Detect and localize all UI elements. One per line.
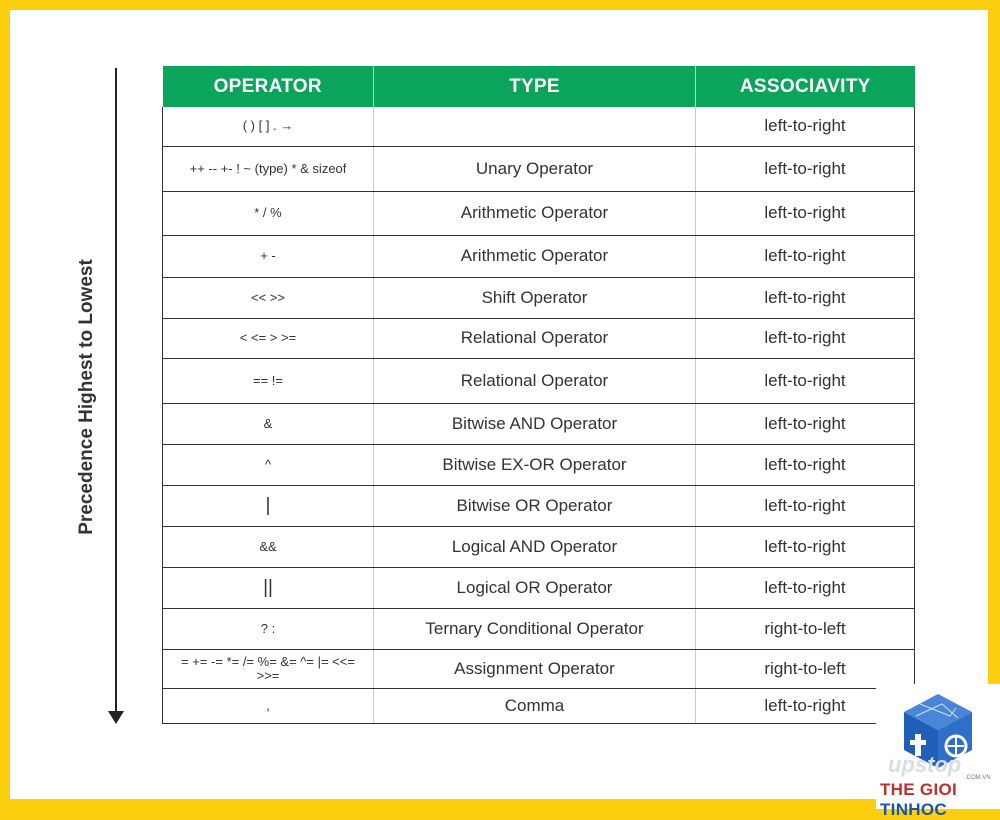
operator-cell: << >>	[163, 277, 374, 318]
table-header-row	[163, 66, 915, 107]
operator-cell: ++ -- +- ! ~ (type) * & sizeof	[163, 146, 374, 191]
table-row	[163, 277, 915, 318]
header-associativity: ASSOCIAVITY	[696, 66, 915, 107]
associativity-cell: left-to-right	[696, 358, 915, 403]
operator-cell: ? :	[163, 608, 374, 649]
table-row	[163, 526, 915, 567]
operator-precedence-table	[162, 66, 915, 724]
operator-cell: |	[163, 485, 374, 526]
type-cell: Bitwise AND Operator	[374, 403, 696, 444]
table-row	[163, 649, 915, 688]
table-row	[163, 688, 915, 723]
operator-cell: == !=	[163, 358, 374, 403]
logo-word-2: TINHOC	[880, 800, 947, 819]
table-row	[163, 358, 915, 403]
operator-cell: * / %	[163, 191, 374, 235]
operator-cell: &&	[163, 526, 374, 567]
type-cell: Unary Operator	[374, 146, 696, 191]
type-cell: Relational Operator	[374, 358, 696, 403]
type-cell: Arithmetic Operator	[374, 235, 696, 277]
type-cell: Comma	[374, 688, 696, 723]
associativity-cell: right-to-left	[696, 608, 915, 649]
associativity-cell: left-to-right	[696, 526, 915, 567]
logo-word-1: THE GIOI	[880, 780, 958, 799]
operator-cell: ^	[163, 444, 374, 485]
precedence-label: Precedence Highest to Lowest	[76, 259, 97, 535]
precedence-arrow-line	[115, 68, 117, 714]
type-cell: Bitwise OR Operator	[374, 485, 696, 526]
type-cell: Logical AND Operator	[374, 526, 696, 567]
type-cell: Ternary Conditional Operator	[374, 608, 696, 649]
type-cell: Bitwise EX-OR Operator	[374, 444, 696, 485]
operator-cell: = += -= *= /= %= &= ^= |= <<= >>=	[163, 649, 374, 688]
associativity-cell: left-to-right	[696, 485, 915, 526]
logo-wordmark	[880, 780, 1000, 820]
type-cell: Shift Operator	[374, 277, 696, 318]
table-row	[163, 403, 915, 444]
type-cell: Assignment Operator	[374, 649, 696, 688]
table-row	[163, 235, 915, 277]
type-cell	[374, 107, 696, 146]
associativity-cell: left-to-right	[696, 277, 915, 318]
table-row	[163, 567, 915, 608]
arrow-down-icon	[108, 711, 124, 724]
operator-cell: &	[163, 403, 374, 444]
table-row	[163, 146, 915, 191]
logo-domain: .COM.VN	[965, 775, 991, 781]
logo-watermark-text: upstop	[888, 752, 962, 777]
table-row	[163, 444, 915, 485]
associativity-cell: left-to-right	[696, 235, 915, 277]
table-row	[163, 191, 915, 235]
header-type: TYPE	[374, 66, 696, 107]
associativity-cell: left-to-right	[696, 688, 915, 723]
table-row	[163, 485, 915, 526]
associativity-cell: left-to-right	[696, 403, 915, 444]
table-row	[163, 608, 915, 649]
operator-cell: < <= > >=	[163, 318, 374, 358]
associativity-cell: left-to-right	[696, 107, 915, 146]
associativity-cell: left-to-right	[696, 318, 915, 358]
associativity-cell: left-to-right	[696, 444, 915, 485]
associativity-cell: left-to-right	[696, 567, 915, 608]
associativity-cell: left-to-right	[696, 146, 915, 191]
type-cell: Arithmetic Operator	[374, 191, 696, 235]
operator-cell: ( ) [ ] . →	[163, 107, 374, 146]
associativity-cell: right-to-left	[696, 649, 915, 688]
operator-cell: + -	[163, 235, 374, 277]
table-row	[163, 107, 915, 146]
operator-cell: ||	[163, 567, 374, 608]
header-operator: OPERATOR	[163, 66, 374, 107]
table-row	[163, 318, 915, 358]
operator-cell: ,	[163, 688, 374, 723]
type-cell: Logical OR Operator	[374, 567, 696, 608]
associativity-cell: left-to-right	[696, 191, 915, 235]
type-cell: Relational Operator	[374, 318, 696, 358]
